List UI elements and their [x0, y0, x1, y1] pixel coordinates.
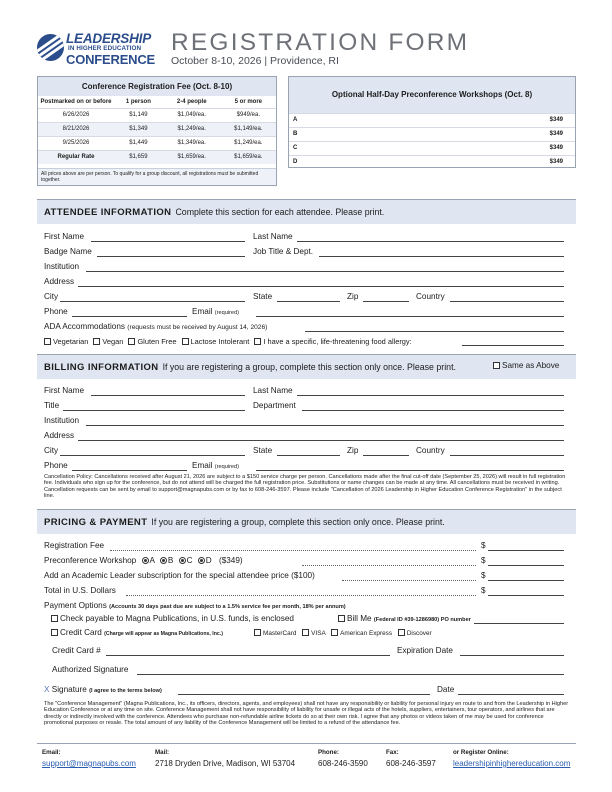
billing-city-field[interactable] [60, 455, 245, 456]
fee-cell: 8/21/2026 [38, 122, 114, 136]
workshop-price: $349 [549, 131, 563, 137]
check-label: Check payable to Magna Publications, in U.S. funds, is enclosed [60, 614, 294, 623]
fee-cell: $1,049/ea. [163, 108, 221, 122]
footer-phone-label: Phone: [318, 749, 339, 756]
billing-last-name-label: Last Name [253, 386, 293, 395]
radio-icon[interactable] [179, 557, 186, 564]
payment-options-note: (Accounts 30 days past due are subject to a 1.5% service fee per month, 18% per annum) [109, 604, 346, 610]
logo-line2: IN HIGHER EDUCATION [68, 45, 142, 52]
city-label: City [44, 292, 59, 301]
card-number-field[interactable] [106, 655, 390, 656]
fee-cell: Regular Rate [38, 150, 114, 164]
workshop-radio-label: B [167, 556, 174, 565]
footer-phone [318, 749, 368, 768]
diet-gluten-free-option[interactable] [128, 337, 176, 346]
leader-dots [342, 580, 476, 581]
page-title: REGISTRATION FORM [171, 29, 470, 56]
workshop-radio-b[interactable] [160, 556, 173, 565]
city-field[interactable] [60, 301, 245, 302]
workshop-row [289, 127, 575, 141]
last-name-label: Last Name [253, 232, 293, 241]
email-label [192, 307, 239, 316]
fee-col-header: 1 person [125, 98, 151, 105]
footer-online [453, 749, 570, 768]
dollar-sign: $ [481, 571, 486, 580]
expiration-label: Expiration Date [397, 646, 453, 655]
workshop-row [289, 155, 575, 169]
signature-label-text: Signature [51, 685, 87, 694]
billing-title: BILLING INFORMATION [44, 362, 159, 373]
job-title-field[interactable] [319, 256, 564, 257]
logo-line1: LEADERSHIP [66, 31, 152, 46]
billing-address-label: Address [44, 431, 75, 440]
preconference-label [44, 556, 243, 565]
registration-fee-label: Registration Fee [44, 541, 105, 550]
card-number-label: Credit Card # [52, 646, 101, 655]
workshop-price: $349 [549, 145, 563, 151]
payment-options-label [44, 601, 346, 610]
attendee-title: ATTENDEE INFORMATION [44, 207, 172, 218]
card-discover-option[interactable] [398, 630, 432, 637]
billing-state-field[interactable] [277, 455, 340, 456]
leader-dots [110, 550, 476, 551]
subscription-fee-field[interactable] [488, 580, 564, 581]
state-label: State [253, 292, 273, 301]
workshop-price: $349 [549, 159, 563, 165]
card-visa-option[interactable] [302, 630, 325, 637]
workshop-radio-d[interactable] [198, 556, 212, 565]
signature-note: (I agree to the terms below) [89, 688, 162, 694]
fee-cell: $1,249/ea. [221, 136, 276, 150]
diet-option-label: I have a specific, life-threatening food allergy: [263, 337, 412, 346]
checkbox-icon[interactable] [51, 615, 58, 622]
date-field[interactable] [458, 694, 564, 695]
billing-zip-field[interactable] [363, 455, 409, 456]
billing-title-field[interactable] [63, 410, 245, 411]
bill-me-option[interactable] [338, 614, 471, 623]
email-label-text: Email [192, 307, 213, 316]
ada-label-text: ADA Accommodations [44, 322, 126, 331]
workshop-label: D [293, 159, 298, 165]
fee-cell: $949/ea. [221, 108, 276, 122]
authorized-signature-field[interactable] [137, 674, 564, 675]
zip-label: Zip [347, 292, 359, 301]
ada-note: (requests must be received by August 14, 2026) [127, 324, 268, 331]
billing-first-name-field[interactable] [91, 395, 245, 396]
check-option[interactable] [51, 614, 294, 623]
card-type-label: Discover [406, 630, 432, 637]
address-label: Address [44, 277, 75, 286]
footer-mail-address: 2718 Dryden Drive, Madison, WI 53704 [155, 759, 296, 768]
logo-globe-icon [37, 34, 64, 61]
diet-vegan-option[interactable] [93, 337, 123, 346]
diet-vegetarian-option[interactable] [44, 337, 88, 346]
checkbox-icon[interactable] [302, 629, 309, 636]
same-as-above-option[interactable] [493, 361, 559, 370]
fee-cell: $1,659/ea. [221, 150, 276, 164]
diet-options [44, 337, 412, 346]
fee-cell: $1,149 [114, 108, 163, 122]
country-field[interactable] [450, 301, 564, 302]
billing-state-label: State [253, 446, 273, 455]
workshop-table-title: Optional Half-Day Preconference Workshops (Oct. 8) [289, 77, 575, 113]
workshop-radio-label: D [205, 556, 212, 565]
fee-col-header: 2-4 people [176, 98, 207, 105]
footer-fax [386, 749, 436, 768]
signature-x-icon: X [44, 685, 50, 694]
workshop-row [289, 141, 575, 155]
conference-logo [37, 31, 162, 65]
footer-email-label: Email: [42, 749, 61, 756]
fee-cell: $1,349 [114, 122, 163, 136]
card-mastercard-option[interactable] [254, 630, 296, 637]
fee-table-title: Conference Registration Fee (Oct. 8-10) [38, 77, 276, 96]
workshop-radio-a[interactable] [142, 556, 155, 565]
billing-title-label: Title [44, 401, 60, 410]
diet-option-label: Vegan [102, 337, 124, 346]
country-label: Country [416, 292, 445, 301]
checkbox-icon[interactable] [331, 629, 338, 636]
state-field[interactable] [277, 301, 340, 302]
checkbox-icon[interactable] [254, 338, 261, 345]
institution-label: Institution [44, 262, 80, 271]
fee-row [38, 108, 276, 122]
billing-department-field[interactable] [302, 410, 564, 411]
fee-col-header: 5 or more [234, 98, 262, 105]
first-name-field[interactable] [91, 241, 245, 242]
billing-instruction: If you are registering a group, complete this section only once. Please print. [162, 362, 456, 372]
email-required: (required) [214, 310, 240, 316]
credit-card-note: (Charge will appear as Magna Publications, Inc.) [104, 631, 223, 637]
first-name-label: First Name [44, 232, 85, 241]
payment-header [37, 510, 576, 534]
badge-name-label: Badge Name [44, 247, 92, 256]
payment-instruction: If you are registering a group, complete this section only once. Please print. [151, 517, 445, 527]
fee-cell: 6/26/2026 [38, 108, 114, 122]
checkbox-icon[interactable] [398, 629, 405, 636]
fee-cell: $1,659 [114, 150, 163, 164]
radio-icon[interactable] [160, 557, 167, 564]
workshop-label: B [293, 131, 298, 137]
email-field[interactable] [256, 316, 564, 317]
fee-cell: $1,249/ea. [163, 122, 221, 136]
fee-cell: $1,349/ea. [163, 136, 221, 150]
checkbox-icon[interactable] [93, 338, 100, 345]
billing-email-label-text: Email [192, 461, 213, 470]
fee-table [38, 96, 276, 164]
footer-online-link[interactable]: leadershipinhighereducation.com [453, 759, 571, 768]
liability-disclaimer: The "Conference Management" (Magna Publications, Inc., its officers, directors, agents, and employees) shall not have any responsibility or liability for personal injury en route to and from the Leadership in Higher Education Conference or at any time on site. Conference Management shall not have responsibility of liability for unsafe or illegal acts of the hotels, suppliers, entertainers, tour operators, and airlines that are directly or indirectly involved with the conference. Attendees who purchase non-refundable airline tickets do so at their own risk. I agree that any photos or videos taken of me may be used for conference promotional purposes or resale. The total amount of any liability of the Conference Management will be limited to a refund of the attendance fee. [44, 701, 569, 726]
billing-city-label: City [44, 446, 59, 455]
billing-last-name-field[interactable] [297, 395, 564, 396]
fee-cell: $1,659/ea. [163, 150, 221, 164]
allergy-field[interactable] [462, 345, 564, 346]
fee-cell: 9/25/2026 [38, 136, 114, 150]
billing-email-label [192, 461, 239, 470]
checkbox-icon[interactable] [51, 629, 58, 636]
checkbox-icon[interactable] [254, 629, 261, 636]
fee-row [38, 150, 276, 164]
billing-institution-label: Institution [44, 416, 80, 425]
leader-dots [126, 595, 476, 596]
checkbox-icon[interactable] [182, 338, 189, 345]
billing-department-label: Department [253, 401, 296, 410]
fee-row [38, 136, 276, 150]
credit-card-option[interactable] [51, 628, 223, 637]
workshop-table [288, 76, 576, 168]
workshop-label: C [293, 145, 298, 151]
billing-phone-field[interactable] [72, 470, 187, 471]
checkbox-icon[interactable] [493, 362, 500, 369]
billing-zip-label: Zip [347, 446, 359, 455]
checkbox-icon[interactable] [338, 615, 345, 622]
expiration-field[interactable] [460, 655, 564, 656]
dollar-sign: $ [481, 541, 486, 550]
attendee-instruction: Complete this section for each attendee. Please print. [175, 207, 385, 217]
fee-row [38, 122, 276, 136]
billing-address-field[interactable] [78, 440, 564, 441]
registration-fee-table [37, 76, 277, 186]
workshop-price: $349 [549, 117, 563, 123]
footer-email-link[interactable]: support@magnapubs.com [42, 759, 136, 768]
workshop-row [289, 113, 575, 127]
leader-dots [302, 565, 476, 566]
zip-field[interactable] [363, 301, 409, 302]
card-amex-option[interactable] [331, 630, 392, 637]
ada-label [44, 322, 267, 331]
billing-phone-label: Phone [44, 461, 68, 470]
footer-phone-number: 608-246-3590 [318, 759, 368, 768]
dollar-sign: $ [481, 586, 486, 595]
footer-email [42, 749, 136, 768]
logo-line3: CONFERENCE [66, 52, 156, 67]
card-types [254, 629, 432, 637]
billing-institution-field[interactable] [86, 425, 564, 426]
payment-options-title: Payment Options [44, 601, 107, 610]
diet-option-label: Vegetarian [53, 337, 89, 346]
subscription-label: Add an Academic Leader subscription for the special attendee price ($100) [44, 571, 315, 580]
fee-cell: $1,449 [114, 136, 163, 150]
payment-title: PRICING & PAYMENT [44, 517, 148, 528]
card-type-label: VISA [311, 630, 326, 637]
diet-option-label: Lactose Intolerant [190, 337, 250, 346]
diet-allergy-option[interactable] [254, 337, 411, 346]
phone-field[interactable] [72, 316, 187, 317]
signature-label [44, 685, 162, 694]
fee-cell: $1,149/ea. [221, 122, 276, 136]
diet-option-label: Gluten Free [137, 337, 177, 346]
page-subtitle: October 8-10, 2026 | Providence, RI [171, 55, 339, 67]
diet-lactose-option[interactable] [182, 337, 250, 346]
workshop-radio-c[interactable] [179, 556, 193, 565]
fee-col-header: Postmarked on or before [40, 98, 112, 105]
card-type-label: American Express [340, 630, 393, 637]
badge-name-field[interactable] [97, 256, 245, 257]
address-field[interactable] [78, 286, 564, 287]
checkbox-icon[interactable] [44, 338, 51, 345]
billing-email-required: (required) [214, 464, 240, 470]
footer-mail-label: Mail: [155, 749, 170, 756]
footer-online-label: or Register Online: [453, 749, 509, 756]
bill-me-note: (Federal ID #39-1286980) PO number [373, 617, 471, 623]
signature-field[interactable] [178, 694, 430, 695]
authorized-signature-label: Authorized Signature [52, 665, 129, 674]
attendee-header [37, 200, 576, 224]
billing-country-label: Country [416, 446, 445, 455]
dollar-sign: $ [481, 556, 486, 565]
bill-me-label: Bill Me [347, 614, 372, 623]
total-label: Total in U.S. Dollars [44, 586, 116, 595]
workshop-price-note: ($349) [218, 556, 243, 565]
footer-fax-label: Fax: [386, 749, 399, 756]
last-name-field[interactable] [297, 241, 564, 242]
checkbox-icon[interactable] [128, 338, 135, 345]
footer-mail [155, 749, 295, 768]
phone-label: Phone [44, 307, 68, 316]
workshop-radio-label: A [149, 556, 155, 565]
institution-field[interactable] [86, 271, 564, 272]
ada-field[interactable] [305, 331, 564, 332]
billing-first-name-label: First Name [44, 386, 85, 395]
workshop-label: A [293, 117, 298, 123]
radio-icon[interactable] [198, 557, 205, 564]
registration-fee-field[interactable] [488, 550, 564, 551]
cancellation-policy: Cancellation Policy: Cancellations received after August 21, 2026 are subject to a $150 service charge per person. Cancellations made after the final cut-off date (September 25, 2026) will result in full registration fee. Individuals who sign up for the conference, but do not attend will be charged the full registration price. Substitutions or name changes can be made at any time. All cancellations must be received in writing. Cancellation requests can be sent by email to support@magnapubs.com or by fax to 608-246-3597. Please include "Cancellation of 2026 Leadership in Higher Education Conference Registration" in the subject line. [44, 474, 566, 499]
job-title-label: Job Title & Dept. [253, 247, 314, 256]
date-label: Date [437, 685, 455, 694]
same-as-above-label: Same as Above [502, 361, 560, 370]
preconference-fee-field[interactable] [488, 565, 564, 566]
card-type-label: MasterCard [263, 630, 297, 637]
billing-email-field[interactable] [256, 470, 564, 471]
billing-country-field[interactable] [450, 455, 564, 456]
preconference-label-text: Preconference Workshop [44, 556, 137, 565]
workshop-radio-label: C [186, 556, 193, 565]
footer-fax-number: 608-246-3597 [386, 759, 436, 768]
po-number-field[interactable] [474, 623, 564, 624]
radio-icon[interactable] [142, 557, 149, 564]
credit-card-label: Credit Card [60, 628, 102, 637]
fee-note: All prices above are per person. To qualify for a group discount, all registrations must be submitted together. [38, 168, 276, 185]
total-field[interactable] [488, 595, 564, 596]
contact-footer [37, 743, 576, 783]
